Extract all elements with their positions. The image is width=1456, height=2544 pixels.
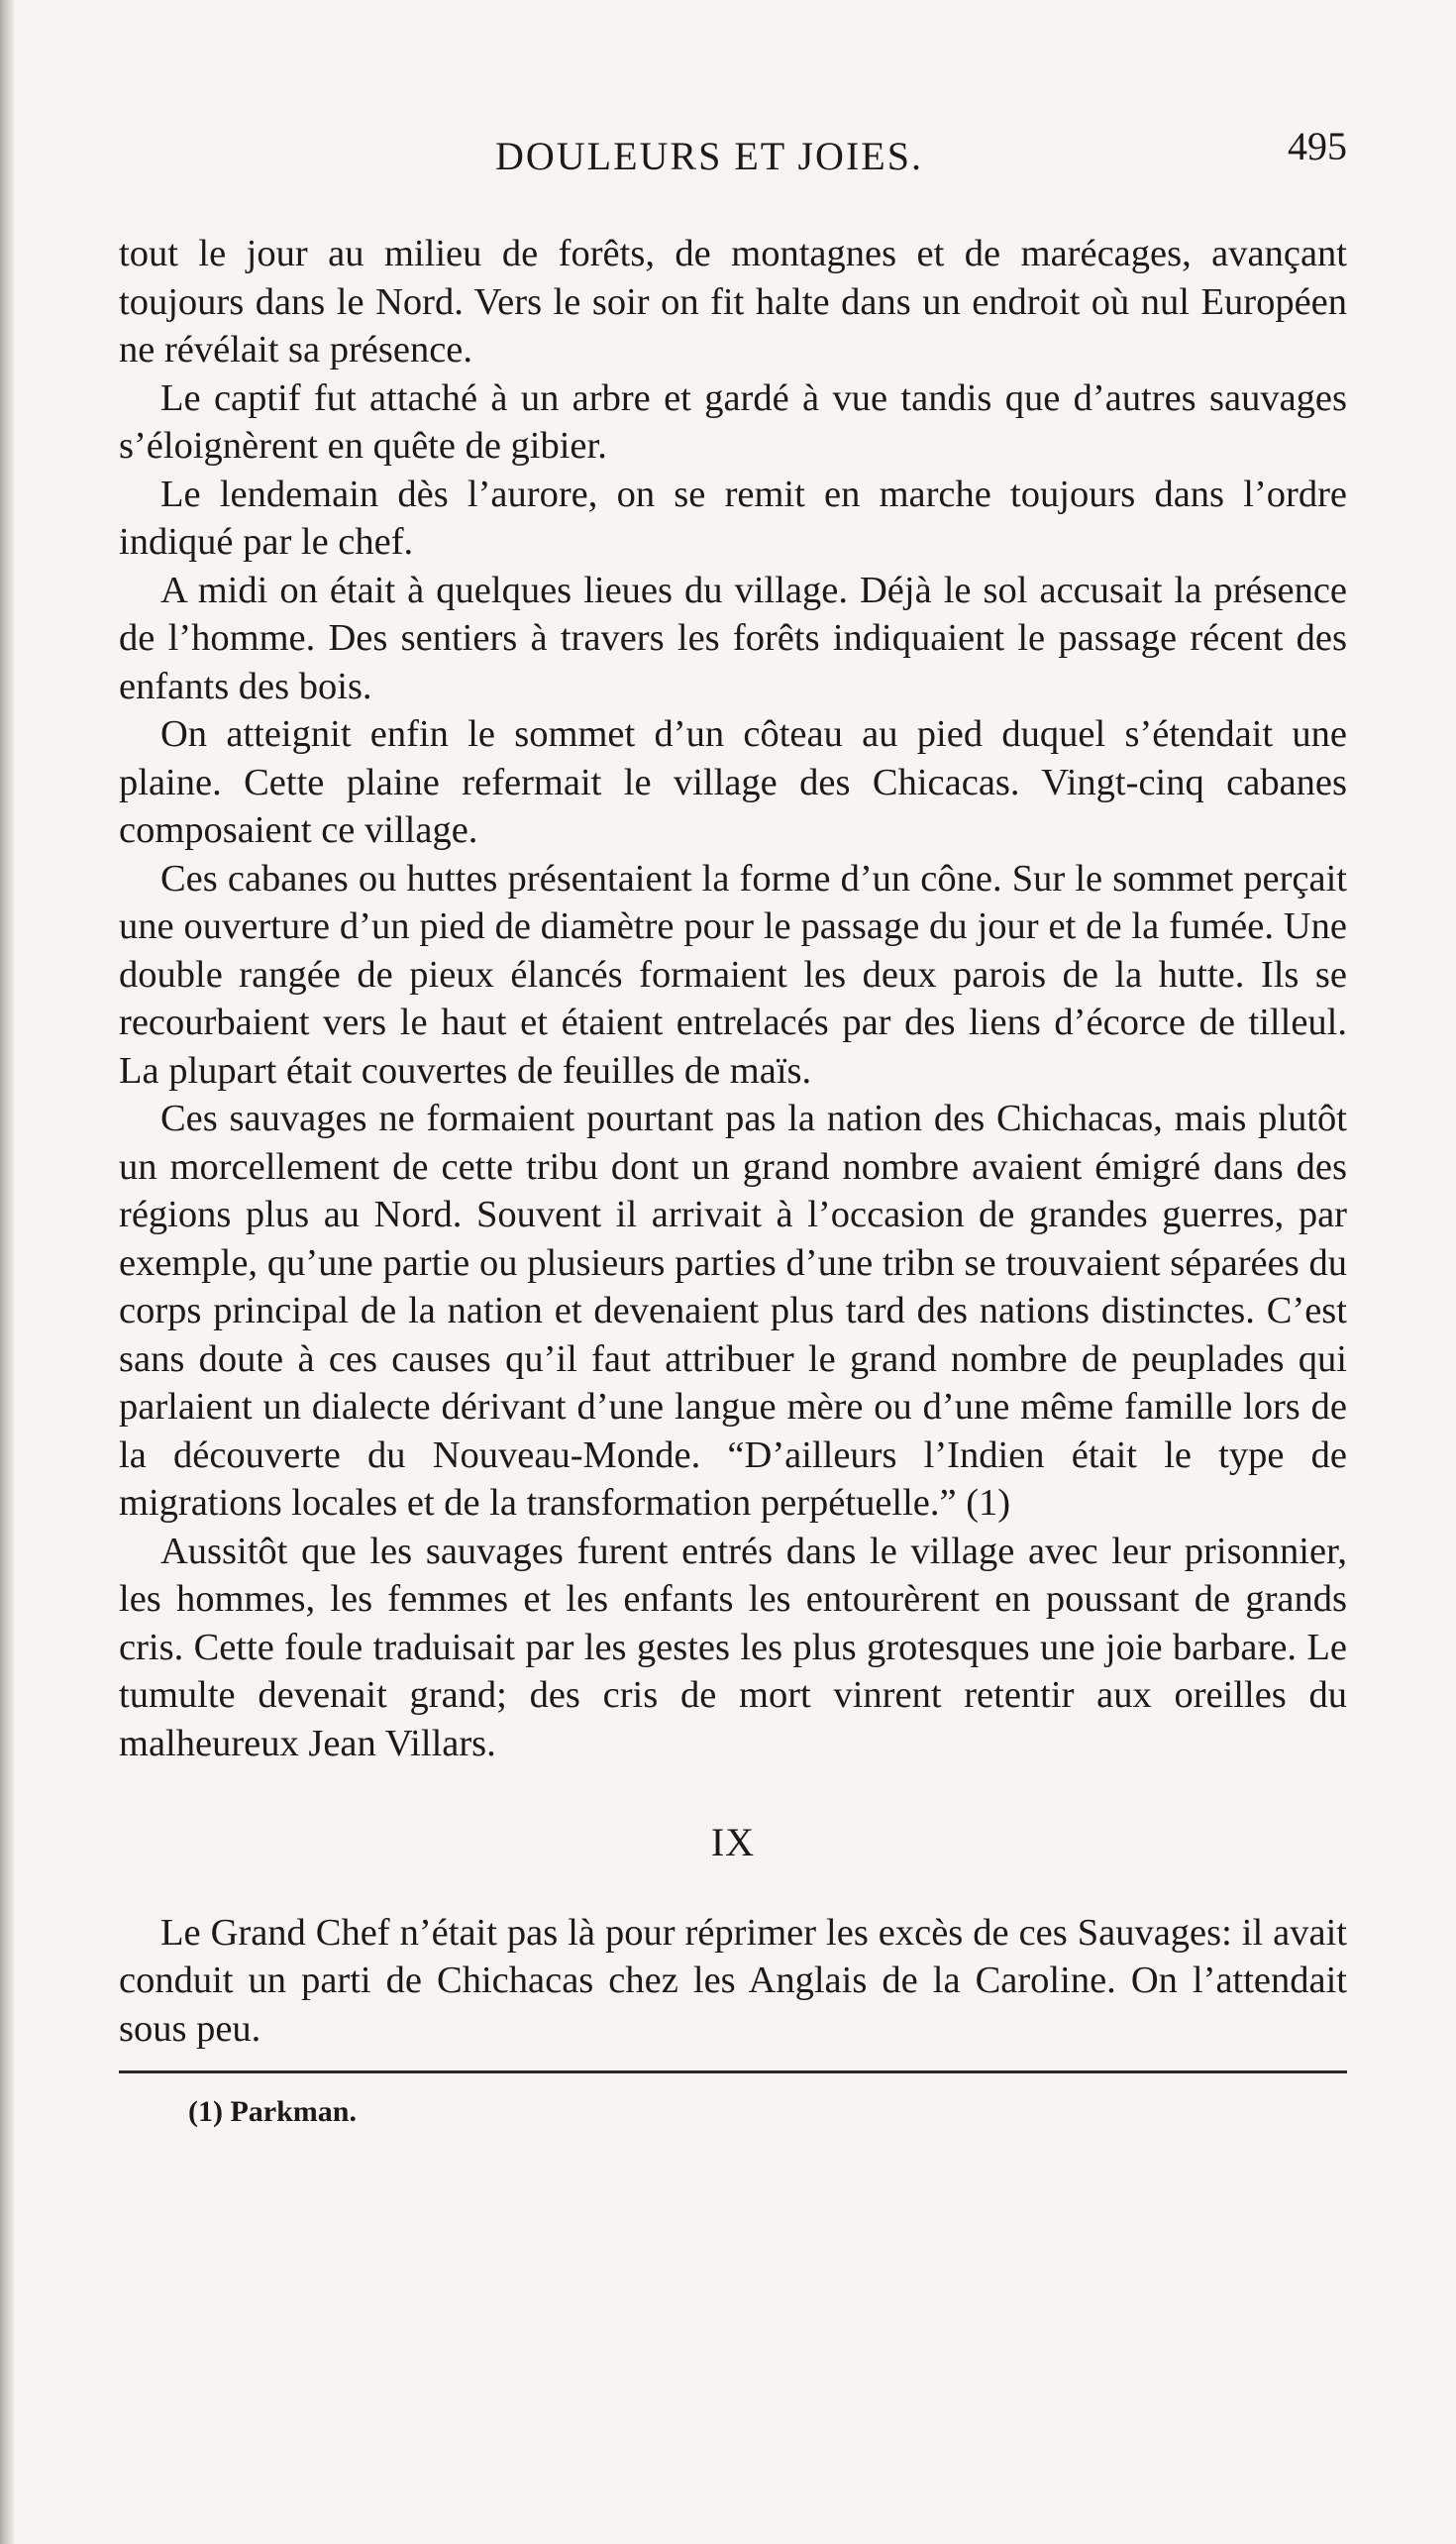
section-paragraph: Le Grand Chef n’était pas là pour réprimer les excès de ces Sauvages: il avait conduit un parti de Chichacas chez les Anglais de la Caroline. On l’attendait sous peu. — [119, 1911, 1347, 2050]
footnote: (1) Parkman. — [188, 2095, 357, 2128]
page-number: 495 — [1288, 124, 1347, 168]
paragraph: Aussitôt que les sauvages furent entrés dans le village avec leur prisonnier, les hommes, les femmes et les enfants les entourèrent en poussant de grands cris. Cette foule traduisait par les gestes les plus grotesques une joie barbare. Le tumulte devenait grand; des cris de mort vinrent retentir aux oreilles du malheureux Jean Villars. — [119, 1530, 1347, 1764]
page-binding-edge — [0, 0, 14, 2544]
paragraph: A midi on était à quelques lieues du village. Déjà le sol accusait la présence de l’homme. Des sentiers à travers les forêts indiquaient le passage récent des enfants des bois. — [119, 569, 1347, 707]
paragraph: On atteignit enfin le sommet d’un côteau au pied duquel s’étendait une plaine. Cette plaine refermait le village des Chicacas. Vingt-cinq cabanes composaient ce village. — [119, 713, 1347, 851]
paragraph: Ces sauvages ne formaient pourtant pas la nation des Chichacas, mais plutôt un morcellement de cette tribu dont un grand nombre avaient émigré dans des régions plus au Nord. Souvent il arrivait à l’occasion de grandes guerres, par exemple, qu’une partie ou plusieurs parties d’une tribn se trouvaient séparées du corps principal de la nation et devenaient plus tard des nations distinctes. C’est sans doute à ces causes qu’il faut attribuer le grand nombre de peuplades qui parlaient un dialecte dérivant d’une langue mère ou d’une même famille lors de la découverte du Nouveau-Monde. “D’ailleurs l’Indien était le type de migrations locales et de la transformation perpétuelle.” (1) — [119, 1098, 1347, 1524]
book-page — [119, 119, 1347, 2129]
paragraph: tout le jour au milieu de forêts, de montagnes et de marécages, avançant toujours dans le Nord. Vers le soir on fit halte dans un endroit où nul Européen ne révélait sa présence. — [119, 233, 1347, 371]
paragraph: Ces cabanes ou huttes présentaient la forme d’un cône. Sur le sommet perçait une ouverture d’un pied de diamètre pour le passage du jour et de la fumée. Une double rangée de pieux élancés formaient les deux parois de la hutte. Ils se recourbaient vers le haut et étaient entrelacés par des liens d’écorce de tilleul. La plupart était couvertes de feuilles de maïs. — [119, 857, 1347, 1092]
running-title: DOULEURS ET JOIES. — [495, 134, 923, 178]
footnote-divider — [119, 2070, 1347, 2073]
paragraph: Le captif fut attaché à un arbre et gardé à vue tandis que d’autres sauvages s’éloignèrent en quête de gibier. — [119, 376, 1347, 467]
section-heading: IX — [710, 1820, 756, 1864]
page-header — [119, 119, 1347, 198]
body-text — [119, 230, 1347, 2053]
paragraph: Le lendemain dès l’aurore, on se remit en marche toujours dans l’ordre indiqué par le chef. — [119, 473, 1347, 563]
